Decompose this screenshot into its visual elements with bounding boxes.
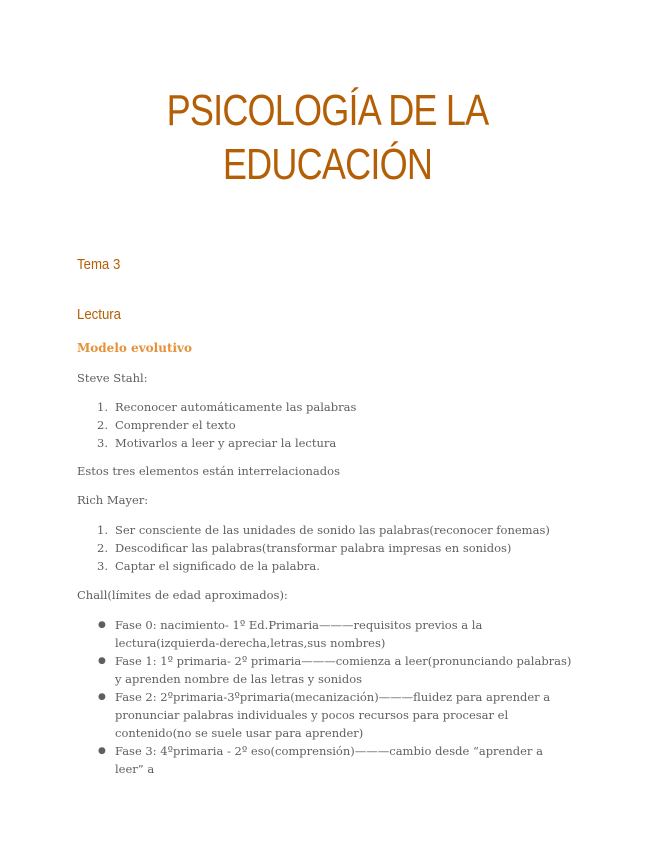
list-item: 3. Motivarlos a leer y apreciar la lectura <box>97 436 337 450</box>
list-item: 2. Comprender el texto <box>97 418 236 432</box>
bullet-icon: ● <box>98 692 106 702</box>
stahl-note: Estos tres elementos están interrelacionados <box>77 464 340 478</box>
bullet-icon: ● <box>98 746 106 756</box>
chall-list <box>77 616 575 778</box>
chall-intro: Chall(límites de edad aproximados): <box>77 588 288 602</box>
list-item: 1. Ser consciente de las unidades de sonido las palabras(reconocer fonemas) <box>97 523 550 537</box>
list-item: ● Fase 0: nacimiento- 1º Ed.Primaria———requisitos previos a la lectura(izquierda-derecha,letras,sus nombres) <box>98 618 483 650</box>
stahl-intro: Steve Stahl: <box>77 371 148 385</box>
title-line-2: EDUCACIÓN <box>222 140 433 189</box>
heading-lectura: Lectura <box>77 306 122 323</box>
heading-tema: Tema 3 <box>77 256 121 273</box>
list-item: ● Fase 2: 2ºprimaria-3ºprimaria(mecanización)———fluidez para aprender a pronunciar palabras individuales y pocos recursos para procesar el contenido(no se suele usar para aprender) <box>98 690 551 740</box>
heading-modelo-evolutivo: Modelo evolutivo <box>77 341 193 355</box>
stahl-list <box>77 398 356 452</box>
list-item: 2. Descodificar las palabras(transformar palabra impresas en sonidos) <box>97 541 512 555</box>
list-item: ● Fase 1: 1º primaria- 2º primaria———comienza a leer(pronunciando palabras) y aprenden nombre de las letras y sonidos <box>98 654 572 686</box>
list-item: 1. Reconocer automáticamente las palabras <box>97 400 357 414</box>
list-item: ● Fase 3: 4ºprimaria - 2º eso(comprensión)———cambio desde “aprender a leer” a <box>98 744 543 776</box>
mayer-list <box>77 521 550 575</box>
bullet-icon: ● <box>98 620 106 630</box>
bullet-icon: ● <box>98 656 106 666</box>
mayer-intro: Rich Mayer: <box>77 493 149 507</box>
title-line-1: PSICOLOGÍA DE LA <box>166 86 489 135</box>
list-item: 3. Captar el significado de la palabra. <box>97 559 320 573</box>
document-title <box>59 84 596 192</box>
